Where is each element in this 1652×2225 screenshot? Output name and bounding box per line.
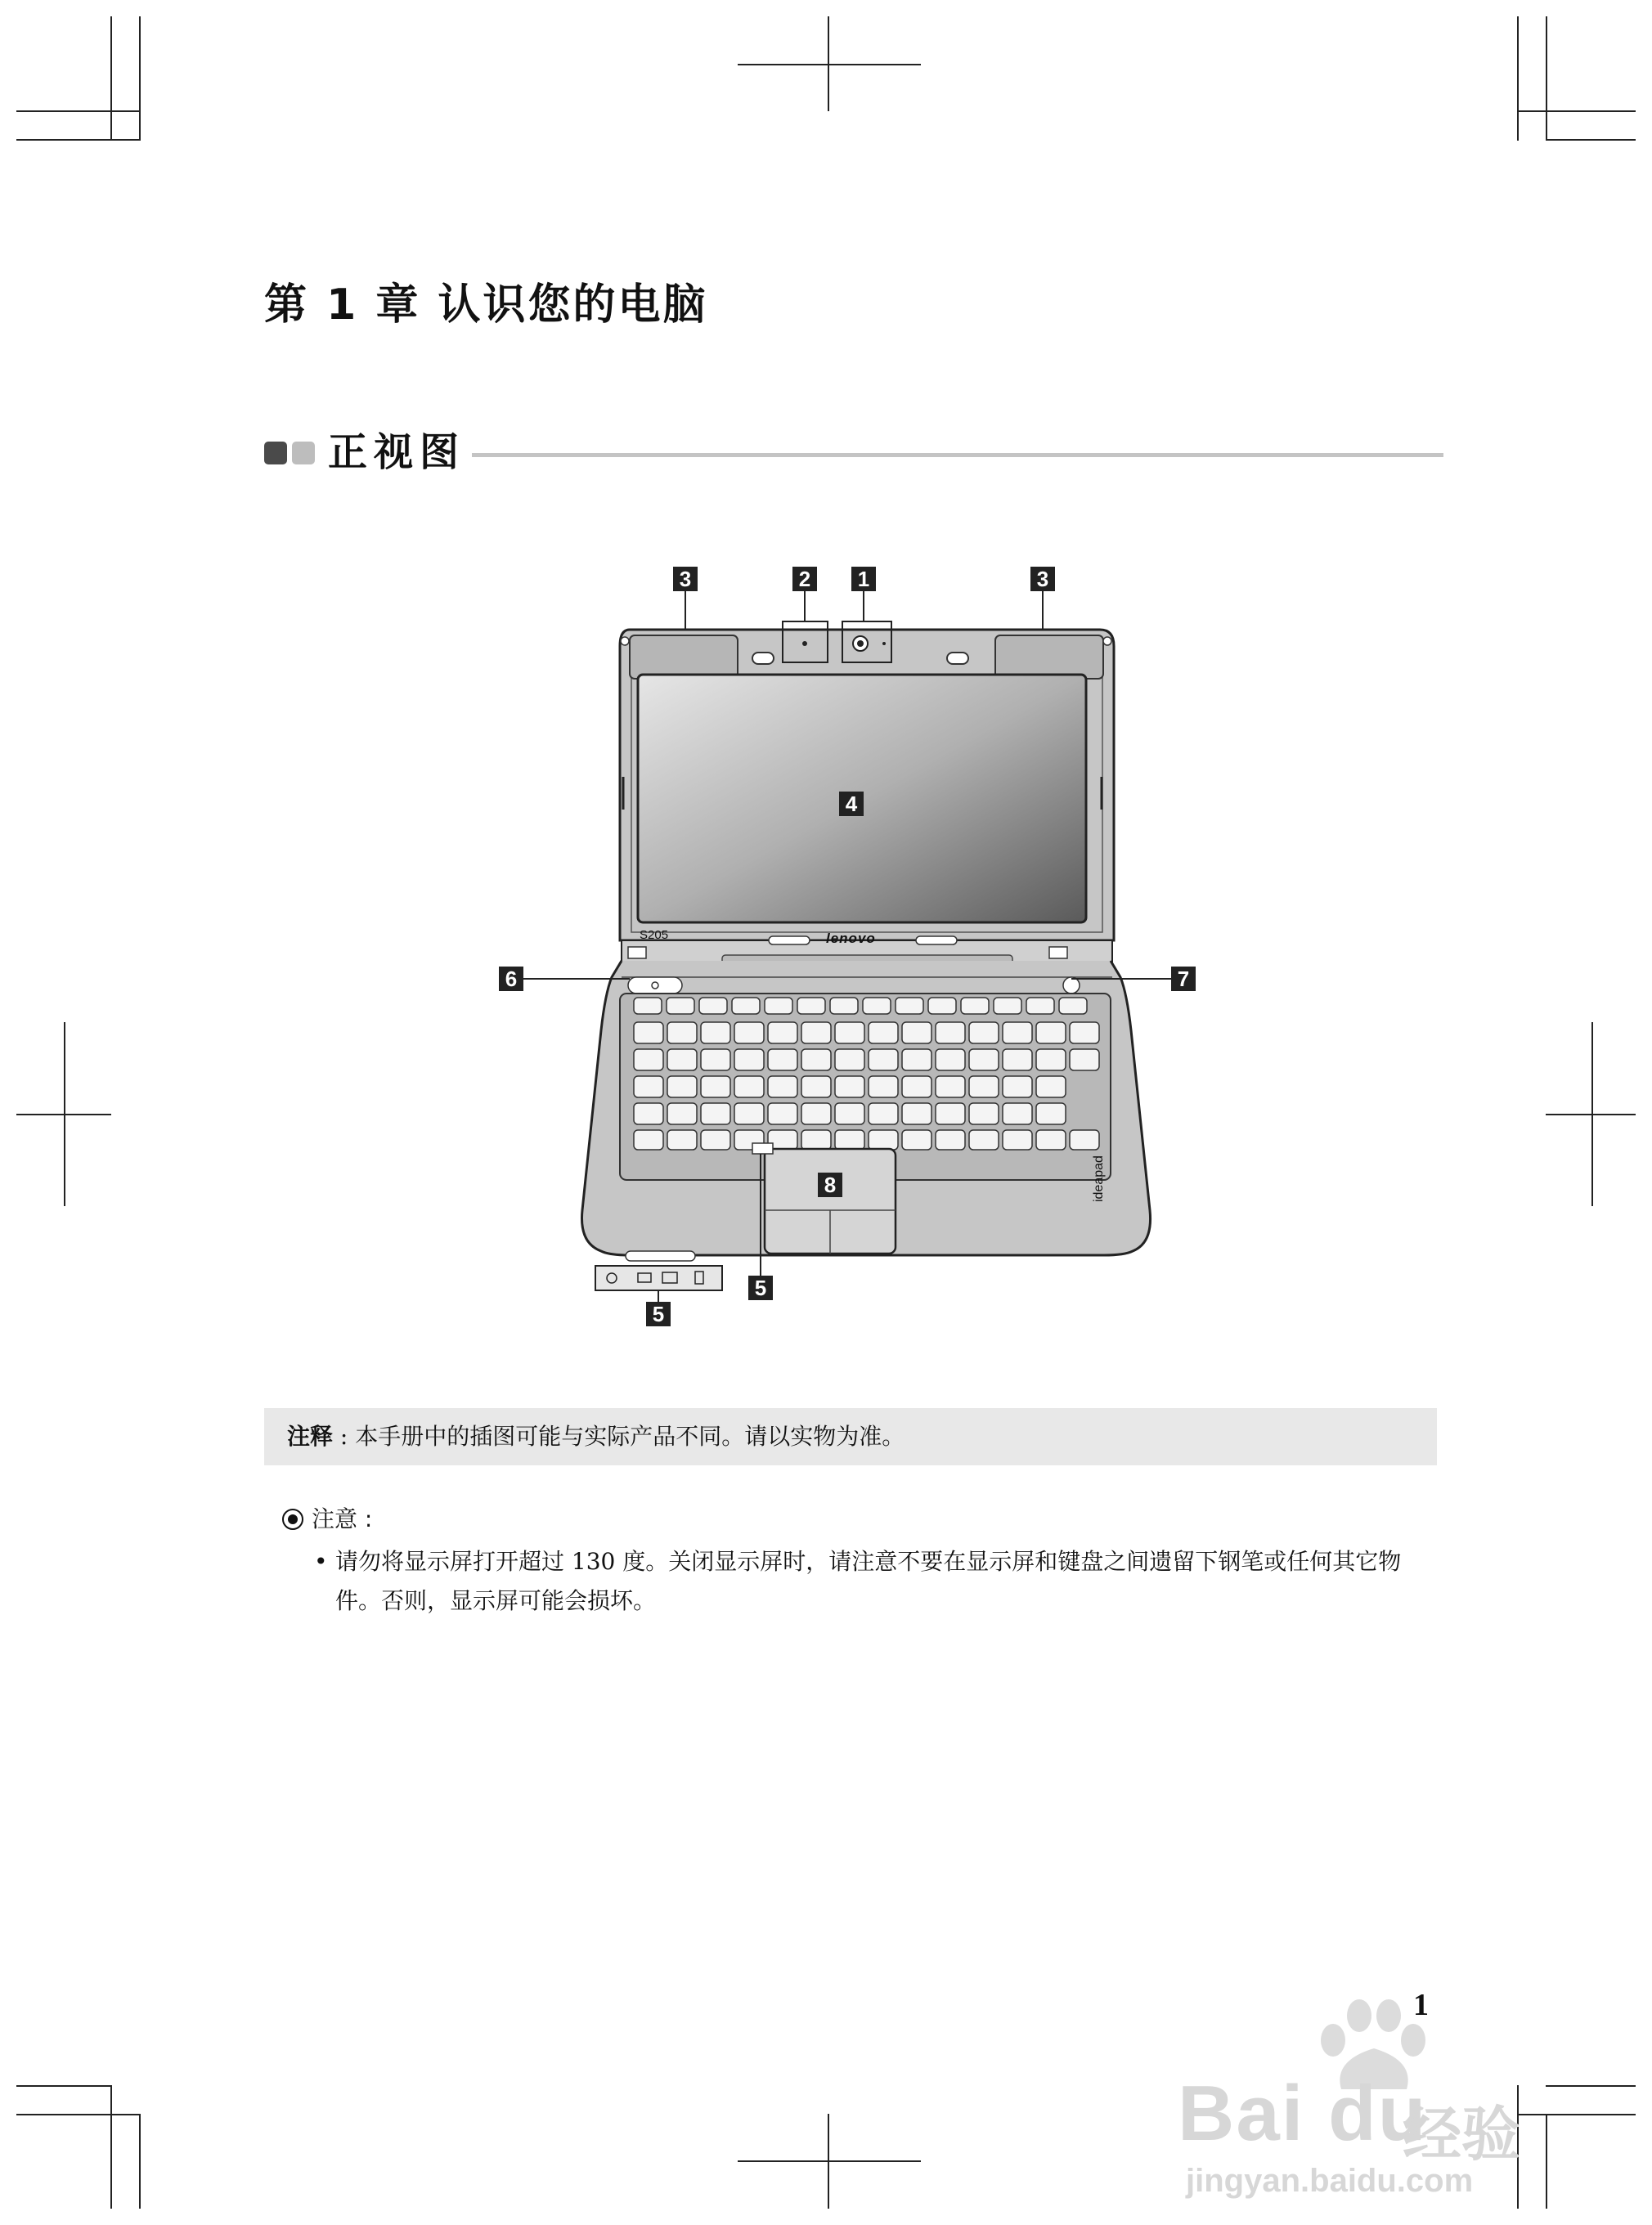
keyboard-key [1036, 1022, 1066, 1043]
keyboard-key [1003, 1103, 1032, 1124]
keyboard-key [1070, 1022, 1099, 1043]
keyboard-key [869, 1103, 898, 1124]
keyboard-key [936, 1022, 965, 1043]
keyboard-key [969, 1022, 999, 1043]
baidu-watermark [1178, 1987, 1562, 2200]
keyboard-key [961, 998, 989, 1014]
keyboard-key [667, 1049, 697, 1070]
watermark-brand: Bai du [1178, 2070, 1428, 2157]
keyboard-key [1036, 1076, 1066, 1097]
callout-8: 8 [818, 1173, 842, 1197]
brand-logo: lenovo [826, 931, 876, 946]
keyboard-key [667, 1130, 697, 1150]
keyboard-key [936, 1103, 965, 1124]
keyboard-key [768, 1022, 797, 1043]
keyboard-key [634, 1076, 663, 1097]
keyboard-key [701, 1130, 730, 1150]
keyboard-key [701, 1049, 730, 1070]
keyboard-key [835, 1103, 864, 1124]
keyboard-key [1003, 1022, 1032, 1043]
keyboard-key [701, 1103, 730, 1124]
chapter-title: 第 1 章 认识您的电脑 [264, 280, 708, 330]
keyboard-key [1003, 1076, 1032, 1097]
keyboard-key [1003, 1130, 1032, 1150]
keyboard-key [634, 1130, 663, 1150]
keyboard-key [801, 1103, 831, 1124]
keyboard-key [830, 998, 858, 1014]
keyboard-key [863, 998, 891, 1014]
note-text: 本手册中的插图可能与实际产品不同。请以实物为准。 [355, 1423, 905, 1450]
keyboard-key [936, 1076, 965, 1097]
keyboard-key [969, 1103, 999, 1124]
caution-label: 注意 : [312, 1505, 373, 1532]
keyboard-key [896, 998, 923, 1014]
keyboard-key [969, 1049, 999, 1070]
keyboard-key [902, 1022, 931, 1043]
keyboard-key [801, 1076, 831, 1097]
keyboard-key [667, 1022, 697, 1043]
keyboard-key [969, 1130, 999, 1150]
model-label: S205 [640, 928, 669, 942]
caution-icon [282, 1509, 303, 1530]
keyboard-key [869, 1076, 898, 1097]
keyboard-key [801, 1022, 831, 1043]
callout-3-right: 3 [1030, 567, 1055, 591]
callout-7: 7 [1171, 967, 1196, 991]
keyboard-key [734, 1022, 764, 1043]
bullet-icon: • [314, 1548, 328, 1575]
keyboard-key [902, 1076, 931, 1097]
keyboard-key [994, 998, 1021, 1014]
callout-6: 6 [499, 967, 523, 991]
keyboard-key [902, 1130, 931, 1150]
caution-bullet: 请勿将显示屏打开超过 130 度。关闭显示屏时，请注意不要在显示屏和键盘之间遗留下钢笔或任何其它物件。否则，显示屏可能会损坏。 [335, 1548, 1402, 1614]
callout-5-left: 5 [646, 1302, 671, 1326]
keyboard-key [1036, 1103, 1066, 1124]
section-title: 正视图 [328, 429, 466, 475]
keyboard-key [667, 1103, 697, 1124]
keyboard-key [734, 1049, 764, 1070]
keyboard-key [869, 1022, 898, 1043]
caution-heading [282, 1503, 372, 1536]
callout-2: 2 [792, 567, 817, 591]
keyboard-key [768, 1076, 797, 1097]
keyboard-key [801, 1049, 831, 1070]
keyboard-key [634, 1049, 663, 1070]
keyboard-key [797, 998, 825, 1014]
keyboard-key [701, 1076, 730, 1097]
keyboard-key [835, 1049, 864, 1070]
watermark-cn: 经验 [1403, 2100, 1521, 2169]
keyboard-key [699, 998, 727, 1014]
keyboard-key [835, 1022, 864, 1043]
callout-5-center: 5 [748, 1276, 773, 1300]
keyboard-key [732, 998, 760, 1014]
keyboard-key [734, 1076, 764, 1097]
keyboard-key [667, 998, 694, 1014]
keyboard-key [936, 1130, 965, 1150]
watermark-url: jingyan.baidu.com [1186, 2163, 1474, 2199]
keyboard-key [1003, 1049, 1032, 1070]
keyboard-key [969, 1076, 999, 1097]
keyboard-key [701, 1022, 730, 1043]
note-box [264, 1408, 1437, 1465]
keyboard-key [634, 998, 662, 1014]
keyboard-key [1036, 1130, 1066, 1150]
keyboard-key [801, 1130, 831, 1150]
page-number: 1 [1413, 1988, 1429, 2022]
keyboard-key [835, 1076, 864, 1097]
keyboard-key [1026, 998, 1054, 1014]
keyboard-key [734, 1103, 764, 1124]
keyboard-key [634, 1103, 663, 1124]
palmrest-logo: ideapad [1092, 1155, 1106, 1202]
keyboard-key [1059, 998, 1087, 1014]
keyboard-key [768, 1049, 797, 1070]
keyboard-key [1070, 1130, 1099, 1150]
callout-1: 1 [851, 567, 876, 591]
note-label: 注释 [287, 1423, 334, 1450]
callout-4: 4 [839, 792, 864, 816]
keyboard-key [902, 1049, 931, 1070]
note: 注释 : 本手册中的插图可能与实际产品不同。请以实物为准。 [287, 1423, 905, 1450]
keyboard-key [902, 1103, 931, 1124]
keyboard-key [869, 1049, 898, 1070]
keyboard-key [869, 1130, 898, 1150]
keyboard-key [928, 998, 956, 1014]
keyboard-key [667, 1076, 697, 1097]
keyboard-key [1036, 1049, 1066, 1070]
keyboard-key [1070, 1049, 1099, 1070]
callout-3-left: 3 [673, 567, 698, 591]
keyboard-key [768, 1103, 797, 1124]
keyboard-key [835, 1130, 864, 1150]
keyboard-key [634, 1022, 663, 1043]
keyboard-key [765, 998, 792, 1014]
keyboard-key [936, 1049, 965, 1070]
